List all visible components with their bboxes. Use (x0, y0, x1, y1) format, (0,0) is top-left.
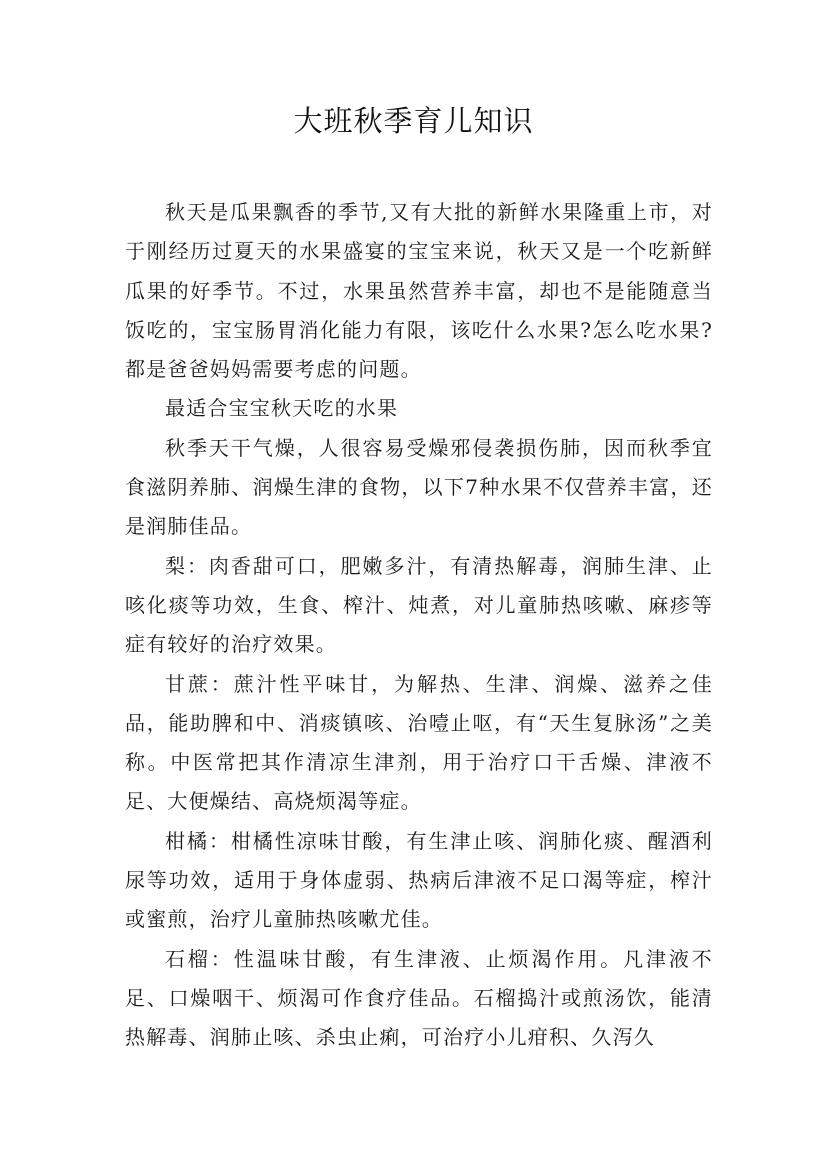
paragraph-intro: 秋天是瓜果飘香的季节,又有大批的新鲜水果隆重上市，对于刚经历过夏天的水果盛宴的宝宝来说，秋天又是一个吃新鲜瓜果的好季节。不过，水果虽然营养丰富，却也不是能随意当饭吃的，宝宝肠胃消化能力有限，该吃什么水果?怎么吃水果?都是爸爸妈妈需要考虑的问题。 (125, 200, 713, 382)
document-title: 大班秋季育儿知识 (293, 104, 534, 138)
section-heading: 最适合宝宝秋天吃的水果 (165, 396, 399, 421)
paragraph-pear: 梨：肉香甜可口，肥嫩多汁，有清热解毒，润肺生津、止咳化痰等功效，生食、榨汁、炖煮，对儿童肺热咳嗽、麻疹等症有较好的治疗效果。 (125, 553, 713, 657)
paragraph-autumn: 秋季天干气燥，人很容易受燥邪侵袭损伤肺，因而秋季宜食滋阴养肺、润燥生津的食物，以下7种水果不仅营养丰富，还是润肺佳品。 (125, 435, 713, 539)
paragraph-pomegranate: 石榴：性温味甘酸，有生津液、止烦渴作用。凡津液不足、口燥咽干、烦渴可作食疗佳品。石榴捣汁或煎汤饮，能清热解毒、润肺止咳、杀虫止痢，可治疗小儿疳积、久泻久 (125, 946, 713, 1050)
paragraph-sugarcane: 甘蔗：蔗汁性平味甘，为解热、生津、润燥、滋养之佳品，能助脾和中、消痰镇咳、治噎止呕，有“天生复脉汤”之美称。中医常把其作清凉生津剂，用于治疗口干舌燥、津液不足、大便燥结、高烧烦渴等症。 (125, 671, 713, 814)
paragraph-citrus: 柑橘：柑橘性凉味甘酸，有生津止咳、润肺化痰、醒酒利尿等功效，适用于身体虚弱、热病后津液不足口渴等症，榨汁或蜜煎，治疗儿童肺热咳嗽尤佳。 (125, 828, 713, 932)
document-body (125, 193, 713, 1058)
